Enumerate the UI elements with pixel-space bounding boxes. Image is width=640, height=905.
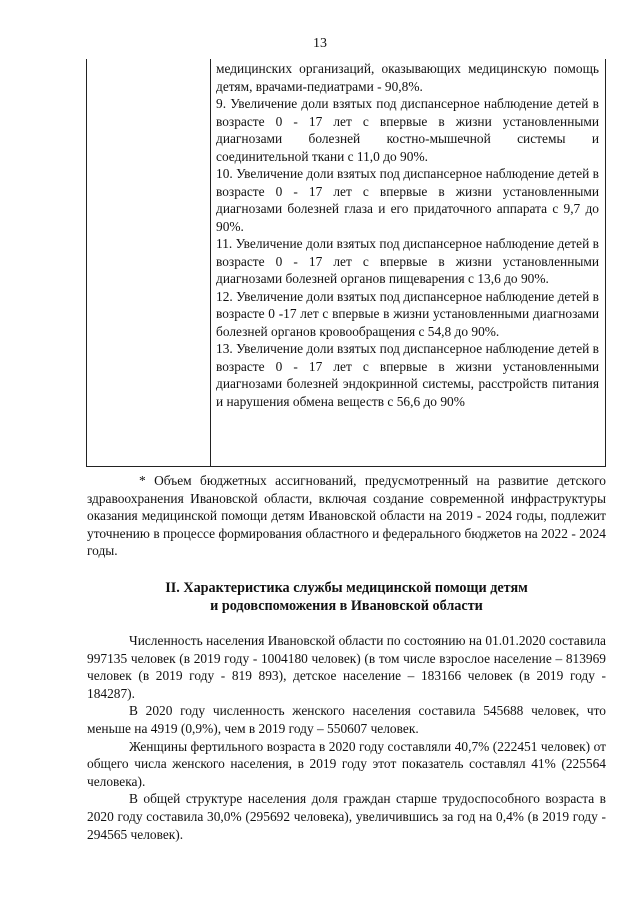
section-title-line: и родовспоможения в Ивановской области	[210, 597, 483, 614]
table-paragraph: медицинских организаций, оказывающих медицинскую помощь детям, врачами-педиатрами - 90,8%.	[216, 61, 599, 94]
table-paragraph: 10. Увеличение доли взятых под диспансерное наблюдение детей в возрасте 0 - 17 лет с впервые в жизни установленными диагнозами болезней глаза и его придаточного аппарата с 9,7 до 90%.	[216, 166, 599, 234]
body-paragraph: В общей структуре населения доля граждан старше трудоспособного возраста в 2020 году составила 30,0% (295692 человека), увеличившись за год на 0,4% (в 2019 году - 294565 человек).	[87, 791, 606, 842]
table-continuation	[86, 59, 606, 467]
page-number: 13	[313, 36, 327, 51]
footnote-text: * Объем бюджетных ассигнований, предусмотренный на развитие детского здравоохранения Ивановской области, включая создание современной инфраструктуры оказания медицинской помощи детям Ивановской области на 2019 - 2024 годы, подлежит уточнению в процессе формирования областного и федерального бюджетов на 2022 - 2024 годы.	[87, 473, 606, 559]
table-paragraph: 12. Увеличение доли взятых под диспансерное наблюдение детей в возрасте 0 -17 лет с впервые в жизни установленными диагнозами болезней органов кровообращения с 54,8 до 90%.	[216, 288, 599, 339]
table-cell-targets	[216, 60, 599, 410]
table-paragraph: 9. Увеличение доли взятых под диспансерное наблюдение детей в возрасте 0 - 17 лет с впервые в жизни установленными диагнозами болезней костно-мышечной системы и соединительной ткани с 11,0 до 90%.	[216, 96, 599, 164]
body-paragraph: В 2020 году численность женского населения составила 545688 человек, что меньше на 4919 (0,9%), чем в 2019 году – 550607 человек.	[87, 703, 606, 736]
table-column-divider	[210, 59, 211, 466]
body-paragraph: Женщины фертильного возраста в 2020 году составляли 40,7% (222451 человек) от общего числа женского населения, в 2019 году этот показатель составлял 41% (225564 человека).	[87, 738, 606, 789]
section-title	[87, 580, 606, 615]
section-title-line: II. Характеристика службы медицинской помощи детям	[165, 580, 528, 596]
table-paragraph: 11. Увеличение доли взятых под диспансерное наблюдение детей в возрасте 0 - 17 лет с впервые в жизни установленными диагнозами болезней органов пищеварения с 13,6 до 90%.	[216, 236, 599, 286]
section-body	[87, 632, 606, 843]
budget-footnote	[87, 472, 606, 560]
body-paragraph: Численность населения Ивановской области по состоянию на 01.01.2020 составила 997135 человек (в 2019 году - 1004180 человек) (в том числе взрослое население – 813969 человек (в 2019 году - 819 893), детское население – 183166 человек (в 2019 году - 184287).	[87, 633, 606, 701]
table-paragraph: 13. Увеличение доли взятых под диспансерное наблюдение детей в возрасте 0 - 17 лет с впервые в жизни установленными диагнозами болезней эндокринной системы, расстройств питания и нарушения обмена веществ с 56,6 до 90%	[216, 341, 599, 409]
